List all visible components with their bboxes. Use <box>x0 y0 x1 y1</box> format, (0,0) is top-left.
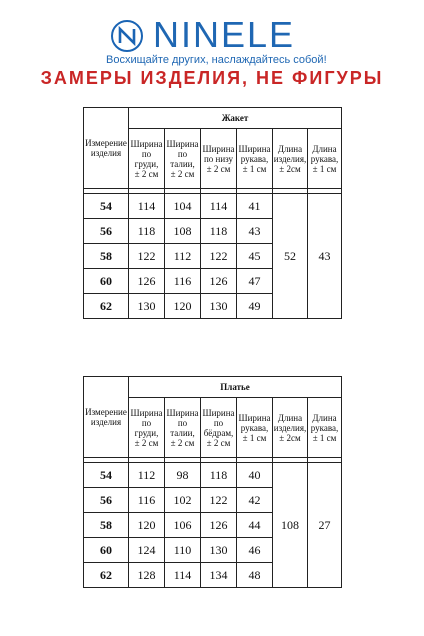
size-cell: 62 <box>84 563 129 588</box>
column-header: Длина рукава, ± 1 см <box>308 398 342 458</box>
column-header: Длина изделия, ± 2см <box>273 398 308 458</box>
value-cell: 108 <box>165 219 201 244</box>
logo-n-icon <box>111 20 143 52</box>
column-header: Длина изделия, ± 2см <box>273 129 308 189</box>
size-cell: 56 <box>84 488 129 513</box>
brand-logo <box>106 14 329 66</box>
page-title: ЗАМЕРЫ ИЗДЕЛИЯ, НЕ ФИГУРЫ <box>40 68 384 88</box>
column-header: Ширина по бёдрам, ± 2 см <box>201 398 237 458</box>
value-cell: 114 <box>201 194 237 219</box>
value-cell: 126 <box>201 513 237 538</box>
value-cell: 42 <box>237 488 273 513</box>
value-cell: 130 <box>201 294 237 319</box>
value-cell: 47 <box>237 269 273 294</box>
dress-size-table <box>83 376 342 588</box>
value-cell: 118 <box>129 219 165 244</box>
value-cell: 126 <box>129 269 165 294</box>
row-header: Измерение изделия <box>84 377 129 458</box>
size-cell: 58 <box>84 244 129 269</box>
length-cell: 52 <box>273 194 308 319</box>
value-cell: 98 <box>165 463 201 488</box>
value-cell: 46 <box>237 538 273 563</box>
table-row <box>84 194 342 219</box>
column-header: Ширина рукава, ± 1 см <box>237 398 273 458</box>
value-cell: 124 <box>129 538 165 563</box>
column-header: Ширина по груди, ± 2 см <box>129 398 165 458</box>
value-cell: 122 <box>129 244 165 269</box>
value-cell: 128 <box>129 563 165 588</box>
value-cell: 48 <box>237 563 273 588</box>
value-cell: 104 <box>165 194 201 219</box>
value-cell: 120 <box>165 294 201 319</box>
value-cell: 40 <box>237 463 273 488</box>
value-cell: 49 <box>237 294 273 319</box>
value-cell: 134 <box>201 563 237 588</box>
value-cell: 102 <box>165 488 201 513</box>
group-title: Жакет <box>129 108 342 129</box>
size-cell: 56 <box>84 219 129 244</box>
table-row <box>84 463 342 488</box>
value-cell: 112 <box>129 463 165 488</box>
value-cell: 114 <box>129 194 165 219</box>
value-cell: 114 <box>165 563 201 588</box>
value-cell: 110 <box>165 538 201 563</box>
group-title: Платье <box>129 377 342 398</box>
column-header: Ширина рукава, ± 1 см <box>237 129 273 189</box>
brand-tagline: Восхищайте других, наслаждайтесь собой! <box>106 54 327 66</box>
value-cell: 112 <box>165 244 201 269</box>
value-cell: 122 <box>201 244 237 269</box>
column-header: Ширина по низу ± 2 см <box>201 129 237 189</box>
value-cell: 118 <box>201 219 237 244</box>
value-cell: 126 <box>201 269 237 294</box>
value-cell: 41 <box>237 194 273 219</box>
sleeve-length-cell: 27 <box>308 463 342 588</box>
value-cell: 45 <box>237 244 273 269</box>
size-cell: 58 <box>84 513 129 538</box>
value-cell: 120 <box>129 513 165 538</box>
value-cell: 116 <box>129 488 165 513</box>
brand-name: NINELE <box>153 14 296 55</box>
value-cell: 116 <box>165 269 201 294</box>
size-cell: 54 <box>84 194 129 219</box>
value-cell: 122 <box>201 488 237 513</box>
value-cell: 118 <box>201 463 237 488</box>
length-cell: 108 <box>273 463 308 588</box>
row-header: Измерение изделия <box>84 108 129 189</box>
size-cell: 60 <box>84 269 129 294</box>
column-header: Длина рукава, ± 1 см <box>308 129 342 189</box>
size-cell: 62 <box>84 294 129 319</box>
size-cell: 54 <box>84 463 129 488</box>
column-header: Ширина по талии, ± 2 см <box>165 129 201 189</box>
jacket-size-table <box>83 107 342 319</box>
value-cell: 130 <box>129 294 165 319</box>
value-cell: 43 <box>237 219 273 244</box>
column-header: Ширина по груди, ± 2 см <box>129 129 165 189</box>
value-cell: 106 <box>165 513 201 538</box>
value-cell: 130 <box>201 538 237 563</box>
size-cell: 60 <box>84 538 129 563</box>
sleeve-length-cell: 43 <box>308 194 342 319</box>
column-header: Ширина по талии, ± 2 см <box>165 398 201 458</box>
value-cell: 44 <box>237 513 273 538</box>
